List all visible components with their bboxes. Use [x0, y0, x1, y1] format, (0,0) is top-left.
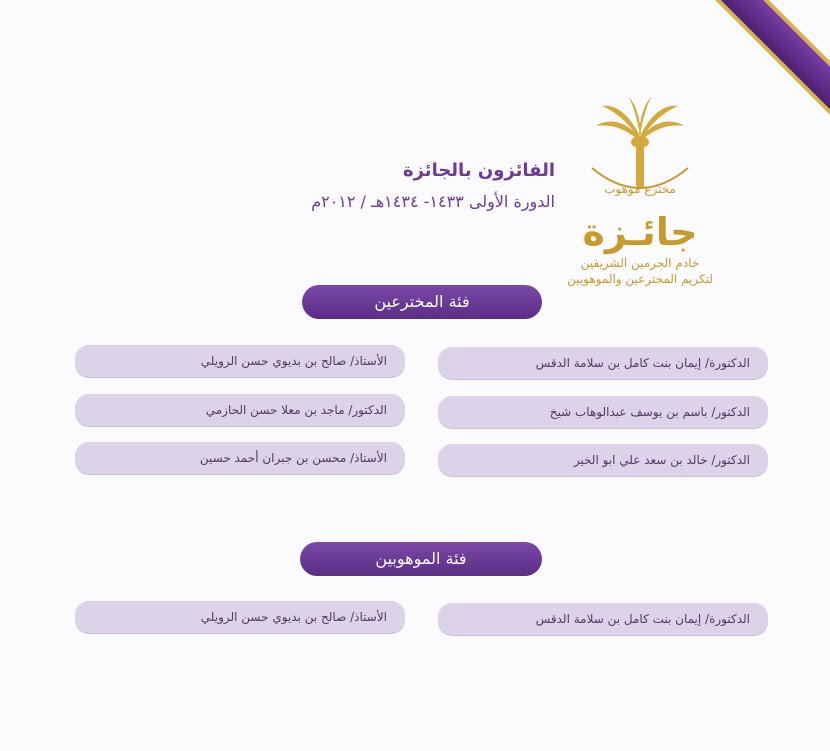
talented-name: الأستاذ/ صالح بن بديوي حسن الرويلي: [75, 601, 405, 633]
talented-category-label: فئة الموهوبين: [300, 542, 542, 576]
inventor-name: الدكتورة/ إيمان بنت كامل بن سلامة الدقس: [438, 347, 768, 379]
logo-subtitle-1: خادم الحرمين الشريفين: [580, 256, 700, 270]
inventors-category-label: فئة المخترعين: [302, 285, 542, 319]
logo-title: جائـزة: [582, 210, 698, 254]
talented-name: الدكتورة/ إيمان بنت كامل بن سلامة الدقس: [438, 603, 768, 635]
award-logo: [567, 90, 713, 290]
inventor-name: الدكتور/ ماجد بن معلا حسن الحازمي: [75, 394, 405, 426]
inventor-name: الدكتور/ باسم بن يوسف عبدالوهاب شيخ: [438, 396, 768, 428]
inventor-name: الأستاذ/ صالح بن بديوي حسن الرويلي: [75, 345, 405, 377]
inventor-name: الأستاذ/ محسن بن جبران أحمد حسين: [75, 442, 405, 474]
page-title: الفائزون بالجائزة: [402, 160, 555, 181]
logo-arc-text: مخترع موهوب: [604, 182, 676, 196]
logo-subtitle-2: لتكريم المخترعين والموهوبين: [567, 272, 713, 286]
inventor-name: الدكتور/ خالد بن سعد علي ابو الخير: [438, 444, 768, 476]
page-subtitle: الدورة الأولى ١٤٣٣- ١٤٣٤هـ / ٢٠١٢م: [311, 192, 555, 211]
ribbon-band: [693, 0, 830, 170]
